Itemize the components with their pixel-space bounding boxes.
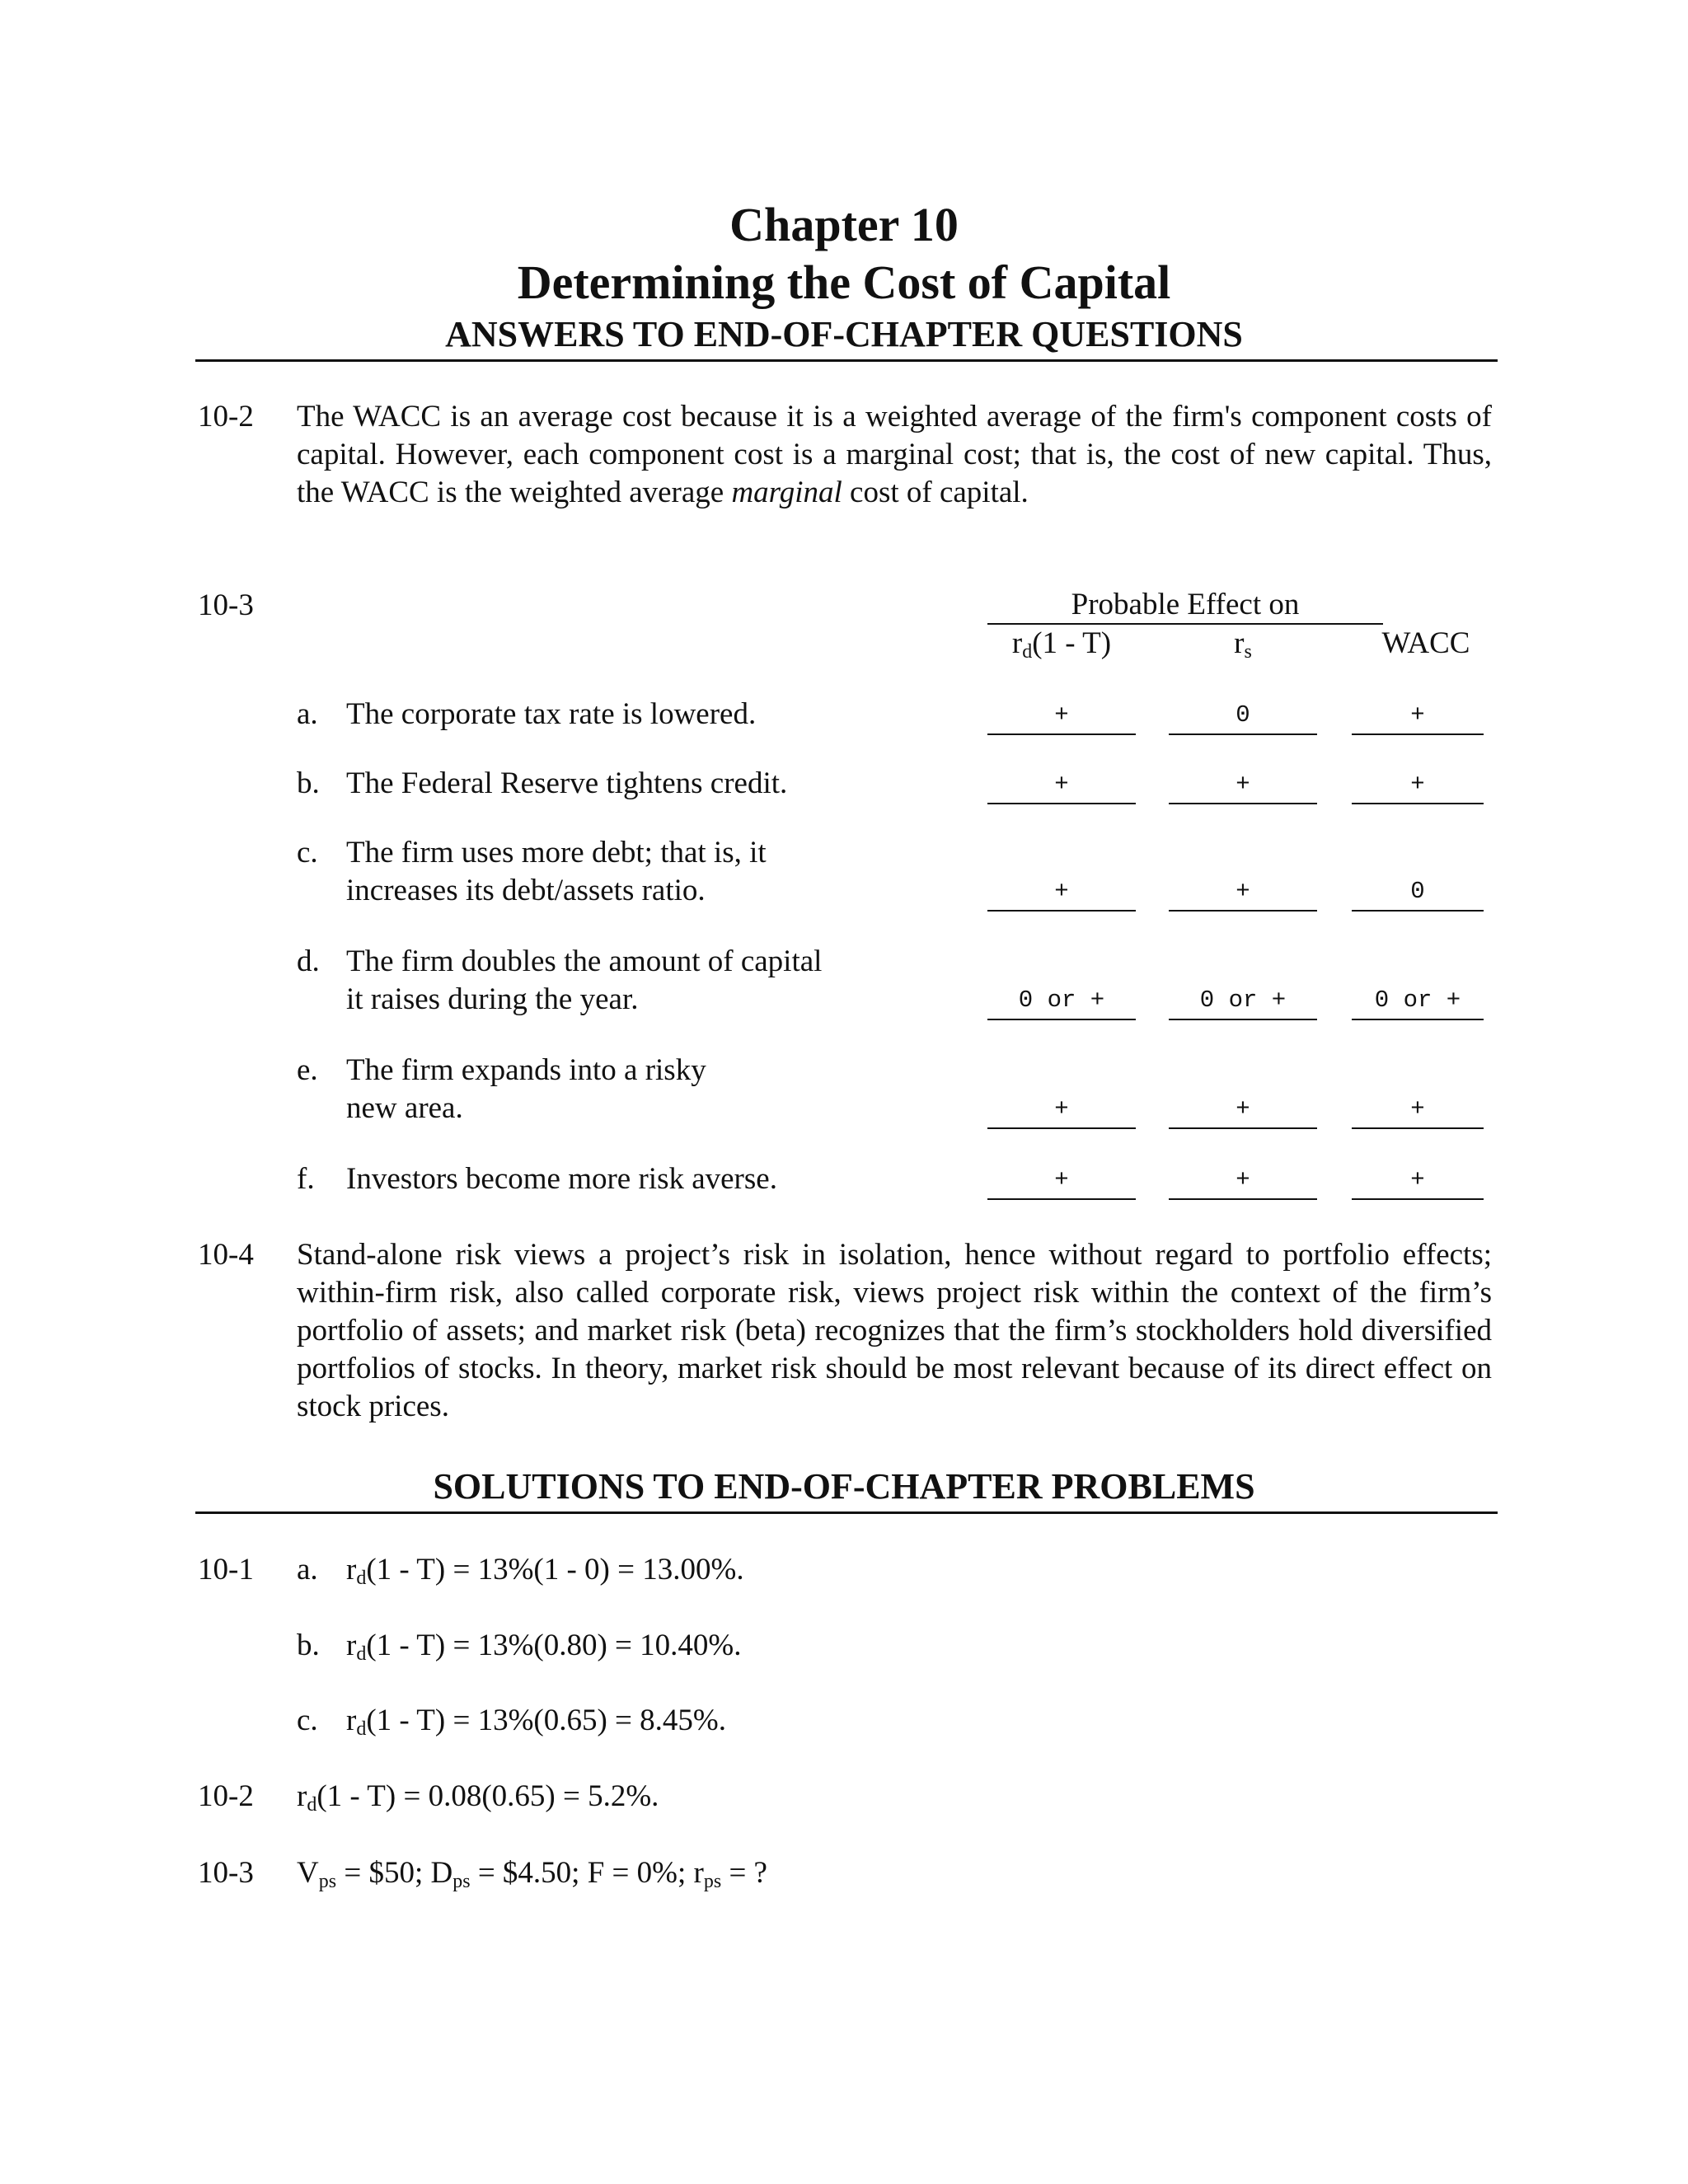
section-heading-questions: ANSWERS TO END-OF-CHAPTER QUESTIONS (445, 314, 1243, 354)
problem-10-3-givens: $V_{ps}$ = $50; $D_{ps}$ = $4.50; F = 0%; $r_{ps}$ = ? (297, 1856, 767, 1892)
question-number-10-4: 10-4 (198, 1238, 254, 1272)
item-text-f: Investors become more risk averse. (346, 1162, 777, 1196)
effect-cell-d-rs: 0 or + (1169, 986, 1317, 1020)
problem-10-1-b-equation: $r_d(1 - T) = 13\%(0.80) = 10.40\%$. (346, 1629, 742, 1665)
question-number-10-3: 10-3 (198, 588, 254, 622)
chapter-title: Determining the Cost of Capital (517, 255, 1171, 309)
effect-cell-f-rs: + (1169, 1165, 1317, 1200)
effect-cell-c-rd: + (987, 877, 1136, 912)
item-letter-b: b. (297, 766, 320, 800)
effect-cell-f-wacc: + (1352, 1165, 1484, 1200)
item-text-c-line2: increases its debt/assets ratio. (346, 874, 706, 907)
effect-cell-e-rd: + (987, 1094, 1136, 1129)
effect-cell-c-rs: + (1169, 877, 1317, 912)
item-letter-c: c. (297, 836, 318, 869)
answer-10-2-end: cost of capital. (842, 476, 1029, 509)
item-letter-e: e. (297, 1053, 318, 1087)
item-letter-f: f. (297, 1162, 315, 1196)
item-text-a: The corporate tax rate is lowered. (346, 697, 757, 731)
column-header-cost-of-equity: $r_s$ (1234, 626, 1252, 663)
effect-cell-b-rd: + (987, 770, 1136, 804)
effect-cell-d-wacc: 0 or + (1352, 986, 1484, 1020)
effect-cell-f-rd: + (987, 1165, 1136, 1200)
item-letter-a: a. (297, 697, 318, 731)
item-text-b: The Federal Reserve tightens credit. (346, 766, 788, 800)
answer-10-2-italic: marginal (731, 476, 842, 509)
item-text-e-line1: The firm expands into a risky (346, 1053, 706, 1087)
effect-cell-e-wacc: + (1352, 1094, 1484, 1129)
problem-10-1-letter-c: c. (297, 1704, 318, 1737)
chapter-number: Chapter 10 (729, 198, 959, 251)
effect-cell-a-rs: 0 (1169, 701, 1317, 735)
problem-number-10-2: 10-2 (198, 1779, 254, 1813)
answer-10-2-text: The WACC is an average cost because it is a weighted average of the firm's component costs of capital. However, each component cost is a marginal cost; that is, the cost of new capital. Thus, the WACC is the weighted average (297, 400, 1492, 509)
effect-cell-d-rd: 0 or + (987, 986, 1136, 1020)
heading-rule (195, 359, 1498, 362)
effect-cell-c-wacc: 0 (1352, 877, 1484, 912)
problem-10-2-equation: $r_d(1 - T) = 0.08(0.65) = 5.2\%$. (297, 1779, 659, 1816)
problem-number-10-3: 10-3 (198, 1856, 254, 1890)
column-header-wacc: WACC (1381, 626, 1470, 660)
problem-10-1-letter-a: a. (297, 1553, 318, 1586)
item-letter-d: d. (297, 944, 320, 978)
effect-cell-b-rs: + (1169, 770, 1317, 804)
problem-number-10-1: 10-1 (198, 1553, 254, 1586)
solutions-rule (195, 1511, 1498, 1514)
item-text-c-line1: The firm uses more debt; that is, it (346, 836, 767, 869)
effect-cell-a-rd: + (987, 701, 1136, 735)
problem-10-1-a-equation: $r_d(1 - T) = 13\%(1 - 0) = 13.00\%$. (346, 1553, 744, 1589)
item-text-e-line2: new area. (346, 1091, 463, 1125)
problem-10-1-letter-b: b. (297, 1629, 320, 1662)
section-heading-solutions: SOLUTIONS TO END-OF-CHAPTER PROBLEMS (433, 1466, 1255, 1507)
answer-10-2 (297, 398, 1492, 512)
effect-cell-e-rs: + (1169, 1094, 1317, 1129)
probable-effect-header: Probable Effect on (987, 587, 1383, 625)
column-header-after-tax-cost-of-debt: $r_d(1 - T)$ (1011, 626, 1112, 663)
effect-cell-a-wacc: + (1352, 701, 1484, 735)
answer-10-4: Stand-alone risk views a project’s risk in isolation, hence without regard to portfolio effects; within-firm risk, also called corporate risk, views project risk within the context of the firm’s portfolio of assets; and market risk (beta) recognizes that the firm’s stockholders hold diversified portfolios of stocks. In theory, market risk should be most relevant because of its direct effect on stock prices. (297, 1238, 1492, 1423)
item-text-d-line2: it raises during the year. (346, 982, 639, 1016)
question-number-10-2: 10-2 (198, 400, 254, 434)
effect-cell-b-wacc: + (1352, 770, 1484, 804)
item-text-d-line1: The firm doubles the amount of capital (346, 944, 823, 978)
problem-10-1-c-equation: $r_d(1 - T) = 13\%(0.65) = 8.45\%$. (346, 1704, 726, 1740)
